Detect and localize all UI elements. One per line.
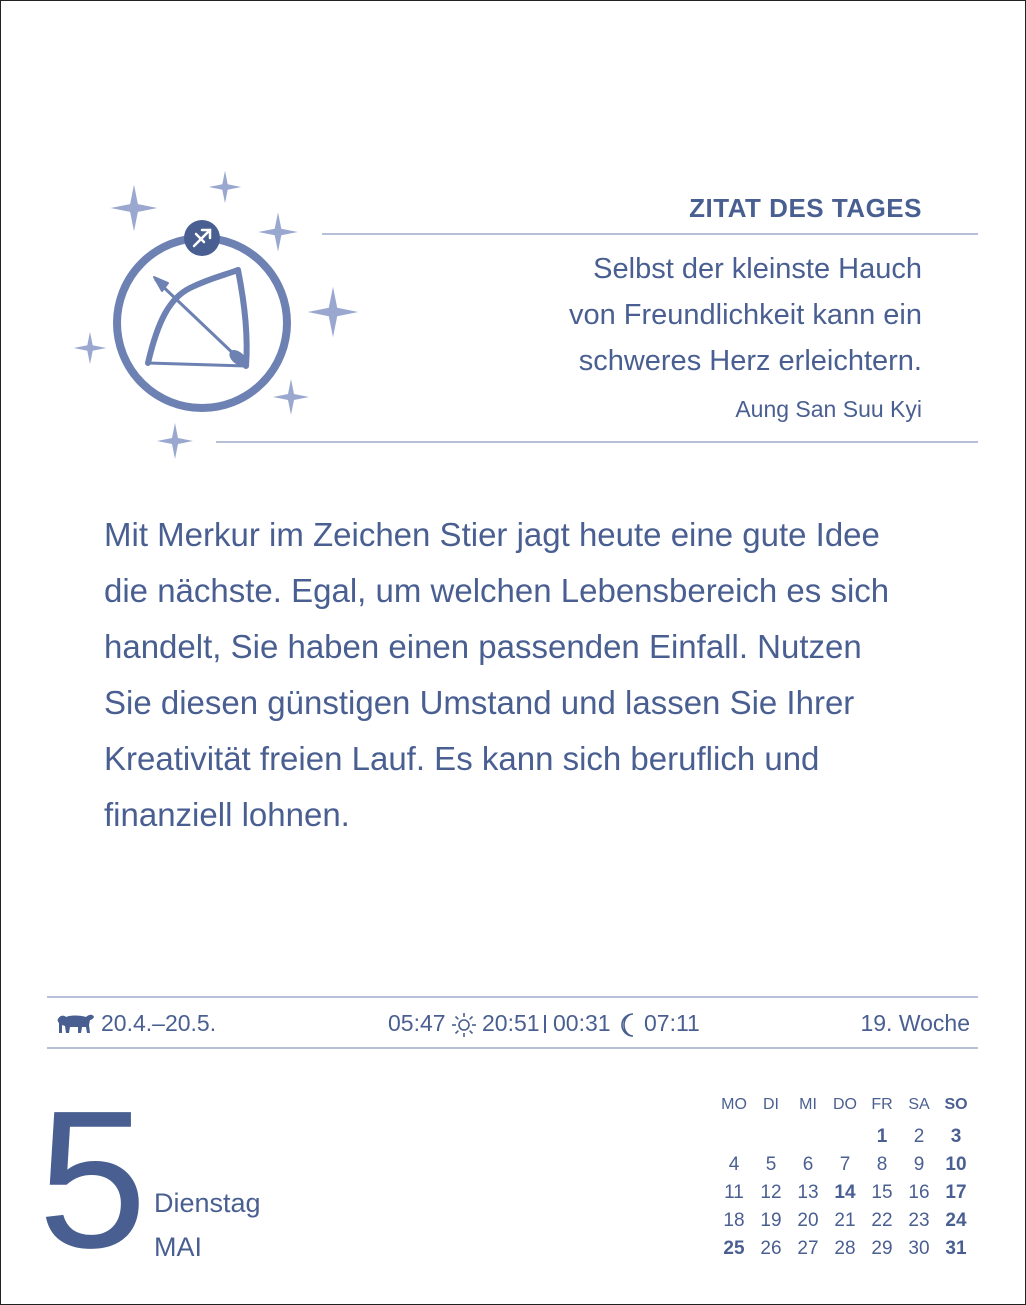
calendar-day: 30 [908,1238,930,1259]
calendar-day: 3 [950,1126,962,1147]
calendar-weekday-header: FR [871,1096,893,1113]
sunset-time: 20:51 [482,1010,540,1036]
calendar-day: 7 [839,1154,851,1175]
bow-and-arrow [148,270,248,368]
divider [544,1015,546,1033]
calendar-day: 26 [760,1238,782,1259]
calendar-day: 10 [945,1154,967,1175]
weekday: Dienstag [154,1188,261,1218]
horoscope-line: Mit Merkur im Zeichen Stier jagt heute eine gute Idee [104,516,880,553]
info-top-rule [47,996,978,998]
sun-icon [451,1012,477,1038]
calendar-day: 12 [760,1182,782,1203]
bull-icon [56,1011,96,1035]
calendar-day: 4 [728,1154,740,1175]
calendar-day: 24 [945,1210,967,1231]
quote-line: von Freundlichkeit kann ein [568,299,922,331]
calendar-day: 17 [945,1182,967,1203]
horoscope-line: handelt, Sie haben einen passenden Einfall. Nutzen [104,628,862,665]
horoscope-line: Kreativität freien Lauf. Es kann sich beruflich und [104,740,820,777]
calendar-day: 13 [797,1182,819,1203]
moon-icon [618,1012,640,1038]
calendar-day: 8 [876,1154,888,1175]
calendar-day: 15 [871,1182,893,1203]
month: MAI [154,1232,203,1262]
sagittarius-illustration [70,170,370,470]
calendar-day: 19 [760,1210,782,1231]
calendar-weekday-header: DO [833,1096,857,1113]
quote-author: Aung San Suu Kyi [735,396,922,422]
calendar-day: 14 [834,1182,856,1203]
calendar-weekday-header: MO [721,1096,747,1113]
calendar-day: 20 [797,1210,819,1231]
moonset-time: 07:11 [644,1010,700,1036]
calendar-day: 27 [797,1238,819,1259]
calendar-day: 9 [913,1154,925,1175]
zodiac-date-range: 20.4.–20.5. [101,1010,217,1036]
calendar-day: 25 [723,1238,745,1259]
calendar-day: 29 [871,1238,893,1259]
horoscope-line: finanziell lohnen. [104,796,350,833]
day-number: 5 [38,1070,148,1289]
calendar-day: 11 [724,1182,744,1203]
calendar-weekday-header: SO [944,1096,968,1113]
calendar-weekday-header: DI [763,1096,779,1113]
calendar-week: 19. Woche [860,1010,970,1036]
calendar-day: 16 [908,1182,930,1203]
quote-line: Selbst der kleinste Hauch [593,253,922,285]
calendar-day: 28 [834,1238,856,1259]
calendar-day: 22 [871,1210,893,1231]
calendar-day: 6 [802,1154,814,1175]
calendar-day: 21 [834,1210,856,1231]
moonrise-time: 00:31 [553,1010,611,1036]
quote-title: ZITAT DES TAGES [689,193,922,223]
quote-bottom-rule [216,441,978,443]
calendar-weekday-header: MI [799,1096,817,1113]
calendar-day: 5 [765,1154,777,1175]
horoscope-line: Sie diesen günstigen Umstand und lassen Sie Ihrer [104,684,855,721]
horoscope-line: die nächste. Egal, um welchen Lebensbereich es sich [104,572,890,609]
calendar-day: 1 [876,1126,888,1147]
info-bottom-rule [47,1047,978,1049]
calendar-weekday-header: SA [908,1096,930,1113]
quote-line: schweres Herz erleichtern. [578,345,922,377]
sunrise-time: 05:47 [388,1010,446,1036]
calendar-day: 23 [908,1210,930,1231]
quote-top-rule [322,233,978,235]
calendar-day: 31 [945,1238,967,1259]
calendar-day: 18 [723,1210,745,1231]
calendar-day: 2 [913,1126,925,1147]
